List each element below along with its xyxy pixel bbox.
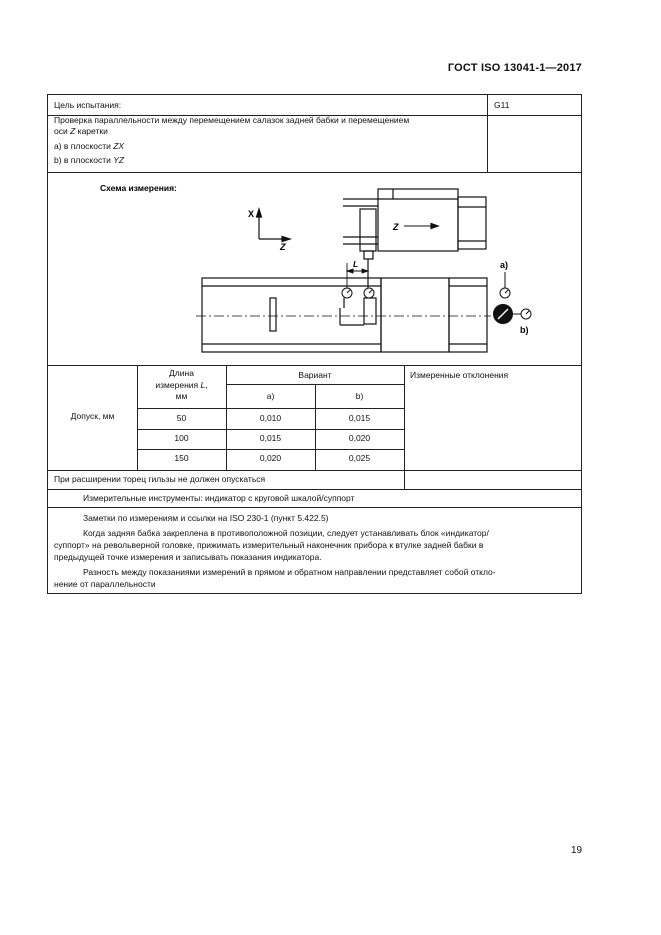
- instruments: Измерительные инструменты: индикатор с круговой шкалой/суппорт: [83, 493, 355, 503]
- table-row-a: 0,015: [259, 433, 282, 443]
- variant-header: Вариант: [298, 370, 332, 380]
- notes-title: Заметки по измерениям и ссылки на ISO 230-1 (пункт 5.422.5): [83, 513, 329, 523]
- variant-a-label: a): [500, 260, 509, 270]
- table-row-a: 0,020: [259, 453, 282, 463]
- carriage-axis-label: Z: [393, 222, 399, 232]
- length-header: Длина измерения L, мм: [155, 368, 208, 401]
- rule-instruments: [48, 507, 581, 508]
- variant-sketch: [494, 272, 532, 324]
- test-card-table: [47, 94, 582, 594]
- notes-para2-line2: нение от параллельности: [54, 579, 156, 589]
- tolerance-note: При расширении торец гильзы не должен опускаться: [54, 474, 266, 484]
- table-row-a: 0,010: [259, 413, 282, 423]
- rule-measured-col: [404, 365, 405, 489]
- purpose-line-1: Проверка параллельности между перемещением салазок задней бабки и перемещением: [54, 115, 410, 125]
- table-row-b: 0,015: [348, 413, 371, 423]
- notes-para1-line2: суппорт» на револьверной головке, прижимать измерительный наконечник прибора к втулке задней бабки в: [54, 540, 484, 550]
- diagram-title: Схема измерения:: [100, 183, 177, 193]
- table-row-b: 0,020: [348, 433, 371, 443]
- rule-header-bottom: [137, 408, 404, 409]
- measurement-diagram: [48, 95, 581, 365]
- test-code: G11: [494, 100, 510, 110]
- page-number: 19: [571, 845, 583, 856]
- purpose-item-a: a) в плоскости ZX: [54, 141, 125, 151]
- variant-a-header: a): [266, 391, 275, 401]
- notes-para1-line3: предыдущей точке измерения и записывать показания индикатора.: [54, 552, 322, 562]
- axis-indicator: [257, 209, 291, 242]
- rule-note: [48, 489, 581, 490]
- purpose-label: Цель испытания:: [54, 100, 122, 110]
- table-row-length: 50: [176, 413, 187, 423]
- dial-indicator-left: [342, 288, 352, 298]
- rule-row-3: [48, 470, 581, 471]
- variant-b-label: b): [520, 325, 529, 335]
- axis-z-label: Z: [280, 242, 286, 252]
- axis-x-label: X: [248, 209, 255, 219]
- rule-row-2: [137, 449, 404, 450]
- purpose-line-2: оси Z каретки: [54, 126, 108, 136]
- purpose-item-b: b) в плоскости YZ: [54, 155, 125, 165]
- table-row-length: 150: [174, 453, 189, 463]
- variant-b-header: b): [355, 391, 364, 401]
- rule-row-1: [137, 429, 404, 430]
- notes-para1-line1: Когда задняя бабка закреплена в противоположной позиции, следует устанавливать блок «индикатор/: [83, 528, 489, 538]
- table-row-b: 0,025: [348, 453, 371, 463]
- rule-tolerance-top: [48, 365, 581, 366]
- length-label: L: [353, 259, 359, 269]
- carriage: [343, 189, 486, 288]
- dial-indicator-right: [364, 288, 374, 298]
- tolerance-label: Допуск, мм: [70, 411, 115, 421]
- notes-para2-line1: Разность между показаниями измерений в прямом и обратном направлении представляет собой откло-: [83, 567, 496, 577]
- document-code: ГОСТ ISO 13041-1—2017: [447, 62, 582, 74]
- table-row-length: 100: [174, 433, 189, 443]
- measured-deviations-header: Измеренные отклонения: [410, 370, 509, 380]
